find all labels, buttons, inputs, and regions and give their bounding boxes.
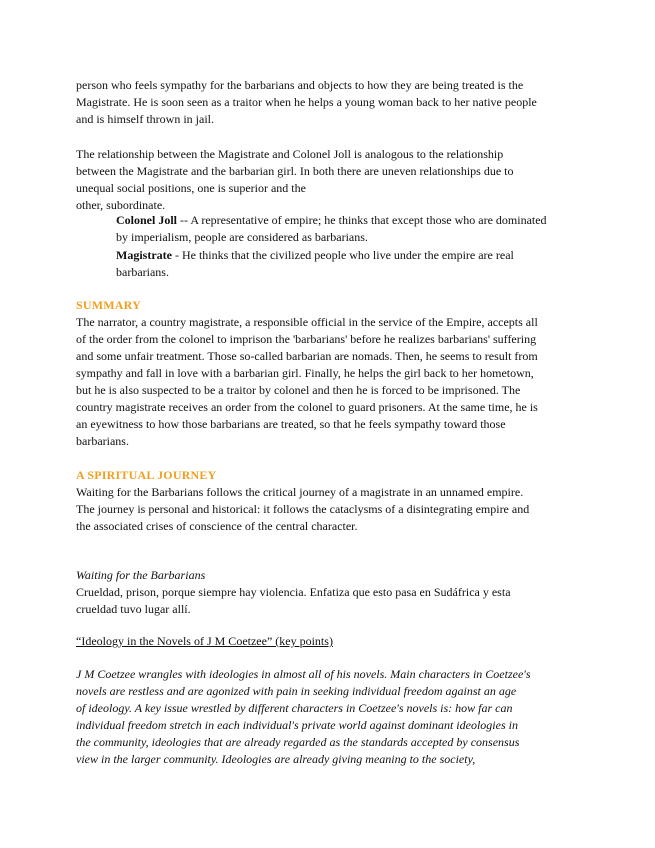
relationship-line: between the Magistrate and the barbarian girl. In both there are uneven relationships due to xyxy=(76,164,514,178)
relationship-line: unequal social positions, one is superior and the xyxy=(76,181,306,195)
ideology-line: novels are restless and are agonized with pain in seeking individual freedom against an age xyxy=(76,684,517,698)
relationship-paragraph xyxy=(76,146,576,214)
character-desc: barbarians. xyxy=(116,265,169,279)
relationship-line: other, subordinate. xyxy=(76,198,166,212)
summary-line: country magistrate receives an order from the colonel to guard prisoners. At the same time, he is xyxy=(76,400,538,414)
character-joll xyxy=(116,212,576,246)
ideology-title-block xyxy=(76,633,576,650)
intro-line: person who feels sympathy for the barbarians and objects to how they are being treated is the xyxy=(76,78,524,92)
ideology-line: individual freedom stretch in each individual's private world against dominant ideologies in xyxy=(76,718,518,732)
character-desc: -- A representative of empire; he thinks that except those who are dominated xyxy=(177,213,547,227)
ideology-line: of ideology. A key issue wrestled by different characters in Coetzee's novels is: how far can xyxy=(76,701,513,715)
relationship-line: The relationship between the Magistrate and Colonel Joll is analogous to the relationship xyxy=(76,147,504,161)
summary-line: barbarians. xyxy=(76,434,129,448)
intro-paragraph xyxy=(76,77,576,128)
summary-line: but he is also suspected to be a traitor by colonel and then he is forced to be imprisoned. The xyxy=(76,383,521,397)
ideology-paragraph xyxy=(76,666,576,768)
intro-line: Magistrate. He is soon seen as a traitor when he helps a young woman back to her native people xyxy=(76,95,537,109)
journey-section xyxy=(76,467,576,535)
notes-line: crueldad tuvo lugar allí. xyxy=(76,602,191,616)
journey-line: The journey is personal and historical: it follows the cataclysms of a disintegrating empire and xyxy=(76,502,530,516)
character-name: Colonel Joll xyxy=(116,213,178,227)
section-heading: A SPIRITUAL JOURNEY xyxy=(76,468,217,482)
ideology-line: the community, ideologies that are already regarded as the standards accepted by consensus xyxy=(76,735,520,749)
summary-line: of the order from the colonel to imprison the 'barbarians' before he realizes barbarians' suffering xyxy=(76,332,537,346)
character-desc: - He thinks that the civilized people who live under the empire are real xyxy=(171,248,514,262)
journey-line: the associated crises of conscience of the central character. xyxy=(76,519,358,533)
ideology-line: view in the larger community. Ideologies are already giving meaning to the society, xyxy=(76,752,476,766)
summary-line: The narrator, a country magistrate, a responsible official in the service of the Empire, accepts all xyxy=(76,315,538,329)
character-desc: by imperialism, people are considered as barbarians. xyxy=(116,230,368,244)
summary-line: sympathy and fall in love with a barbarian girl. Finally, he helps the girl back to her hometown, xyxy=(76,366,534,380)
summary-line: an eyewitness to how those barbarians are treated, so that he feels sympathy toward those xyxy=(76,417,506,431)
notes-line: Crueldad, prison, porque siempre hay violencia. Enfatiza que esto pasa en Sudáfrica y esta xyxy=(76,585,511,599)
intro-line: and is himself thrown in jail. xyxy=(76,112,214,126)
spanish-notes xyxy=(76,567,576,618)
notes-title: Waiting for the Barbarians xyxy=(76,568,206,582)
ideology-line: J M Coetzee wrangles with ideologies in almost all of his novels. Main characters in Coetzee's xyxy=(76,667,531,681)
section-heading: SUMMARY xyxy=(76,298,141,312)
journey-line: Waiting for the Barbarians follows the critical journey of a magistrate in an unnamed empire. xyxy=(76,485,524,499)
summary-section xyxy=(76,297,576,450)
character-name: Magistrate xyxy=(116,248,172,262)
summary-line: and some unfair treatment. Those so-called barbarian are nomads. Then, he seems to result from xyxy=(76,349,538,363)
ideology-title: “Ideology in the Novels of J M Coetzee” (key points) xyxy=(76,634,333,648)
character-magistrate xyxy=(116,247,576,281)
